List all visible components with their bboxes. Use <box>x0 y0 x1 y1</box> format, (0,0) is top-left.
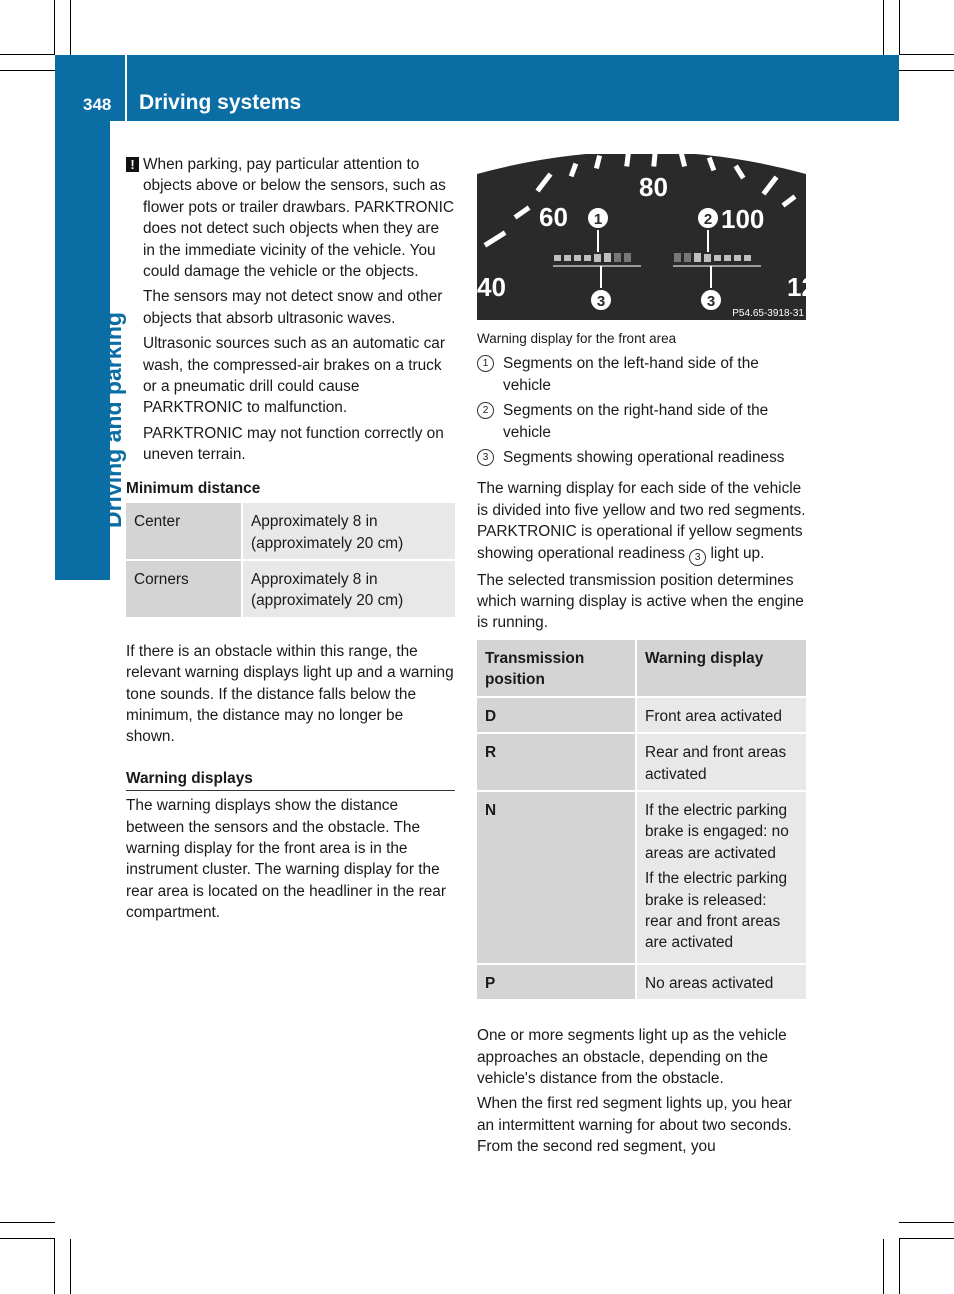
crop-mark <box>899 54 954 55</box>
table-row <box>477 964 806 1000</box>
crop-mark <box>0 1222 55 1223</box>
speed-12: 12 <box>787 272 816 302</box>
left-column <box>126 154 455 928</box>
table-header-position: Transmission position <box>477 640 636 697</box>
warning-display-figure <box>477 154 816 320</box>
table-cell-label: Corners <box>126 560 242 618</box>
crop-mark <box>899 1238 954 1239</box>
crop-mark <box>0 54 55 55</box>
svg-text:3: 3 <box>596 293 606 310</box>
table-cell-text: If the electric parking brake is engaged: no areas are activated <box>645 801 789 862</box>
speed-100: 100 <box>721 204 765 234</box>
table-row <box>477 733 806 791</box>
crop-mark <box>54 0 55 55</box>
table-row <box>477 697 806 733</box>
crop-mark <box>0 1238 55 1239</box>
segments-text-end: light up. <box>710 544 765 562</box>
warning-icon: ! <box>126 157 139 172</box>
svg-text:3: 3 <box>706 293 716 310</box>
speed-60: 60 <box>539 202 568 232</box>
table-cell-position: R <box>477 733 636 791</box>
table-cell-display: No areas activated <box>636 964 806 1000</box>
crop-mark <box>0 70 55 71</box>
warning-paragraph: PARKTRONIC may not function correctly on uneven terrain. <box>143 424 444 464</box>
segments-light-paragraph: One or more segments light up as the vehicle approaches an obstacle, depending on the vehicle's distance from the obstacle. <box>477 1027 787 1087</box>
legend-item <box>477 400 806 443</box>
table-cell-display <box>636 791 806 964</box>
table-header-row <box>477 640 806 697</box>
crop-mark <box>70 1239 71 1294</box>
warning-paragraph: When parking, pay particular attention to objects above or below the sensors, such as flower pots or trailer drawbars. PARKTRONIC does not detect such objects when they are in the immediate vicinity of the vehicle. You could damage the vehicle or the objects. <box>143 156 455 281</box>
page-header <box>55 55 899 121</box>
transmission-paragraph: The selected transmission position determines which warning display is active when the engine is running. <box>477 571 804 632</box>
crop-mark <box>899 0 900 55</box>
legend-item <box>477 353 806 396</box>
svg-text:1: 1 <box>593 211 603 228</box>
page-number: 348 <box>83 95 112 114</box>
warning-paragraph: Ultrasonic sources such as an automatic car wash, the compressed-air brakes on a truck or a pneumatic drill could cause PARKTRONIC to malfunction. <box>143 335 445 417</box>
legend-text: Segments on the right-hand side of the vehicle <box>503 402 769 441</box>
speed-80: 80 <box>639 172 668 202</box>
right-column <box>477 328 806 1162</box>
warning-block <box>126 154 455 466</box>
svg-text:2: 2 <box>703 211 713 228</box>
segments-text: The warning display for each side of the vehicle is divided into five yellow and two red segments. PARKTRONIC is operational if yellow segments showing operational readiness <box>477 480 806 562</box>
table-row <box>477 791 806 964</box>
warning-displays-paragraph: The warning displays show the distance between the sensors and the obstacle. The warning display for the front area is in the instrument cluster. The warning display for the rear area is located on the headliner in the rear compartment. <box>126 797 446 922</box>
warning-paragraph: The sensors may not detect snow and other objects that absorb ultrasonic waves. <box>143 288 443 327</box>
table-cell-position: D <box>477 697 636 733</box>
section-title: Driving systems <box>139 91 302 114</box>
legend-item <box>477 447 806 468</box>
legend-text: Segments on the left-hand side of the vehicle <box>503 355 759 394</box>
callout-2 <box>697 207 719 229</box>
table-cell-label: Center <box>126 503 242 560</box>
callout-1 <box>587 207 609 229</box>
minimum-distance-heading: Minimum distance <box>126 479 261 497</box>
minimum-distance-table <box>126 503 455 619</box>
legend-number: 3 <box>477 449 494 466</box>
crop-mark <box>54 1239 55 1294</box>
callout-3-left <box>590 289 612 311</box>
transmission-table <box>477 640 806 1001</box>
table-cell-position: P <box>477 964 636 1000</box>
table-cell-value: Approximately 8 in (approximately 20 cm) <box>242 503 455 560</box>
crop-mark <box>899 1239 900 1294</box>
table-cell-position: N <box>477 791 636 964</box>
table-cell-display: Rear and front areas activated <box>636 733 806 791</box>
callout-3-right <box>700 289 722 311</box>
table-cell-value: Approximately 8 in (approximately 20 cm) <box>242 560 455 618</box>
inline-number: 3 <box>689 549 706 566</box>
speedometer-graphic <box>477 154 816 320</box>
header-divider <box>125 55 127 121</box>
speed-40: 40 <box>477 272 506 302</box>
figure-code: P54.65-3918-31 <box>732 308 804 319</box>
obstacle-paragraph: If there is an obstacle within this range, the relevant warning displays light up and a warning tone sounds. If the distance falls below the minimum, the distance may no longer be shown. <box>126 642 454 746</box>
crop-mark <box>883 1239 884 1294</box>
crop-mark <box>70 0 71 55</box>
table-row <box>126 503 455 560</box>
figure-caption: Warning display for the front area <box>477 331 677 346</box>
crop-mark <box>883 0 884 55</box>
side-tab-label: Driving and parking <box>100 312 126 528</box>
table-header-display: Warning display <box>636 640 806 697</box>
table-row <box>126 560 455 618</box>
table-cell-text: If the electric parking brake is released: rear and front areas are activated <box>645 870 788 952</box>
crop-mark <box>899 70 954 71</box>
crop-mark <box>899 1222 954 1223</box>
warning-displays-heading: Warning displays <box>126 768 455 791</box>
warning-tone-paragraph: When the first red segment lights up, you hear an intermittent warning for about two seconds. From the second red segment, you <box>477 1095 792 1156</box>
legend-text: Segments showing operational readiness <box>503 449 785 467</box>
legend-number: 1 <box>477 355 494 372</box>
segments-paragraph <box>477 478 806 565</box>
table-cell-display: Front area activated <box>636 697 806 733</box>
legend-number: 2 <box>477 402 494 419</box>
